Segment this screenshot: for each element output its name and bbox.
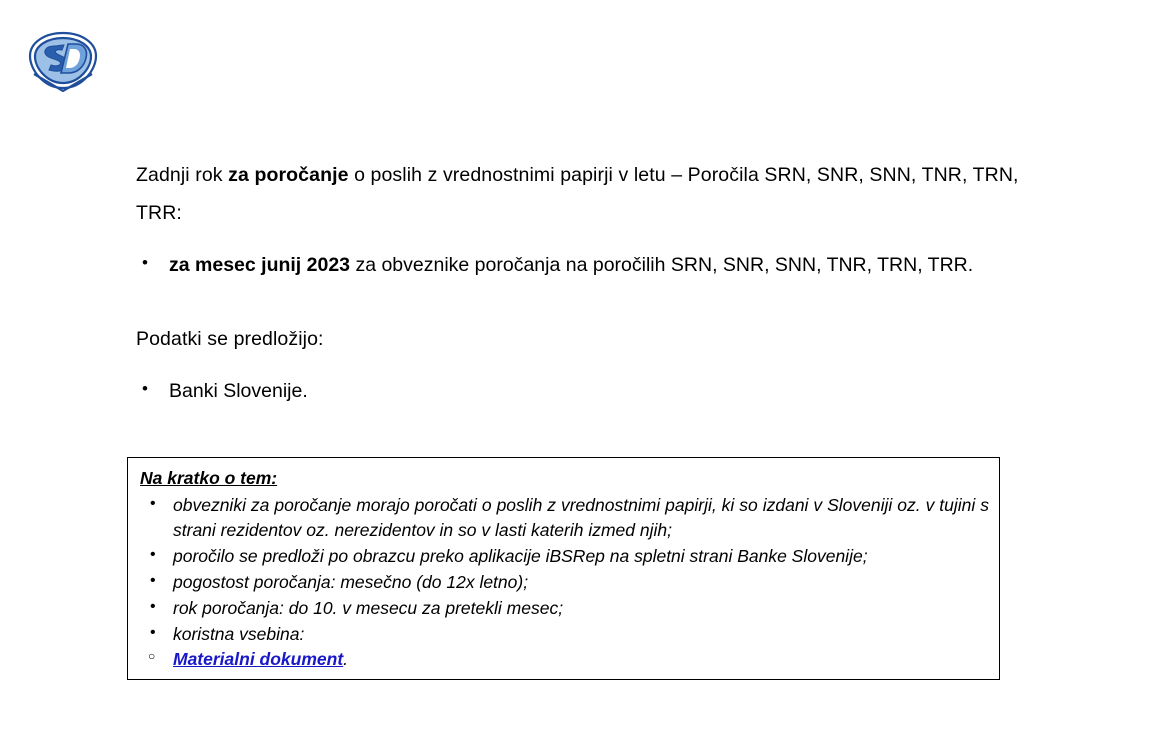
list-item xyxy=(140,647,989,672)
document-body xyxy=(136,156,1026,410)
list-item: • obvezniki za poročanje morajo poročati o poslih z vrednostnimi papirji, ki so izdani v Sloveniji oz. v tujini s strani rezidentov oz. nerezidentov in so v lasti katerih izmed njih; xyxy=(140,493,989,543)
submission-label: Podatki se predložijo: xyxy=(136,328,324,351)
intro-after-bold: o poslih z vrednostnimi papirji v letu – Poročila SRN, SNR, SNN, TNR, TRN, TRR: xyxy=(136,164,1019,225)
list-item: • pogostost poročanja: mesečno (do 12x letno); xyxy=(140,570,989,595)
summary-box xyxy=(127,457,1000,680)
bullet-rest: za obveznike poročanja na poročilih SRN, SNR, SNN, TNR, TRN, TRR. xyxy=(350,254,974,277)
summary-box-sublist xyxy=(140,647,989,672)
list-item: • Banki Slovenije. xyxy=(136,372,1026,410)
sd-logo xyxy=(24,30,102,92)
intro-bold: za poročanje xyxy=(228,164,349,186)
summary-box-title: Na kratko o tem: xyxy=(140,468,278,488)
sublist-suffix: . xyxy=(343,649,349,670)
list-item: • poročilo se predloži po obrazcu preko aplikacije iBSRep na spletni strani Banke Slovenije; xyxy=(140,544,989,569)
materialni-dokument-link[interactable]: Materialni dokument xyxy=(173,649,344,670)
list-item xyxy=(136,246,1026,284)
submission-bullet-list xyxy=(136,372,1026,410)
intro-before-bold: Zadnji rok xyxy=(136,164,229,186)
summary-box-list xyxy=(140,493,989,646)
bullet-bold-month: za mesec junij 2023 xyxy=(169,254,351,277)
top-bullet-list xyxy=(136,246,1026,284)
list-item: • rok poročanja: do 10. v mesecu za pretekli mesec; xyxy=(140,596,989,621)
intro-paragraph xyxy=(136,156,1026,232)
list-item: • koristna vsebina: xyxy=(140,622,989,647)
